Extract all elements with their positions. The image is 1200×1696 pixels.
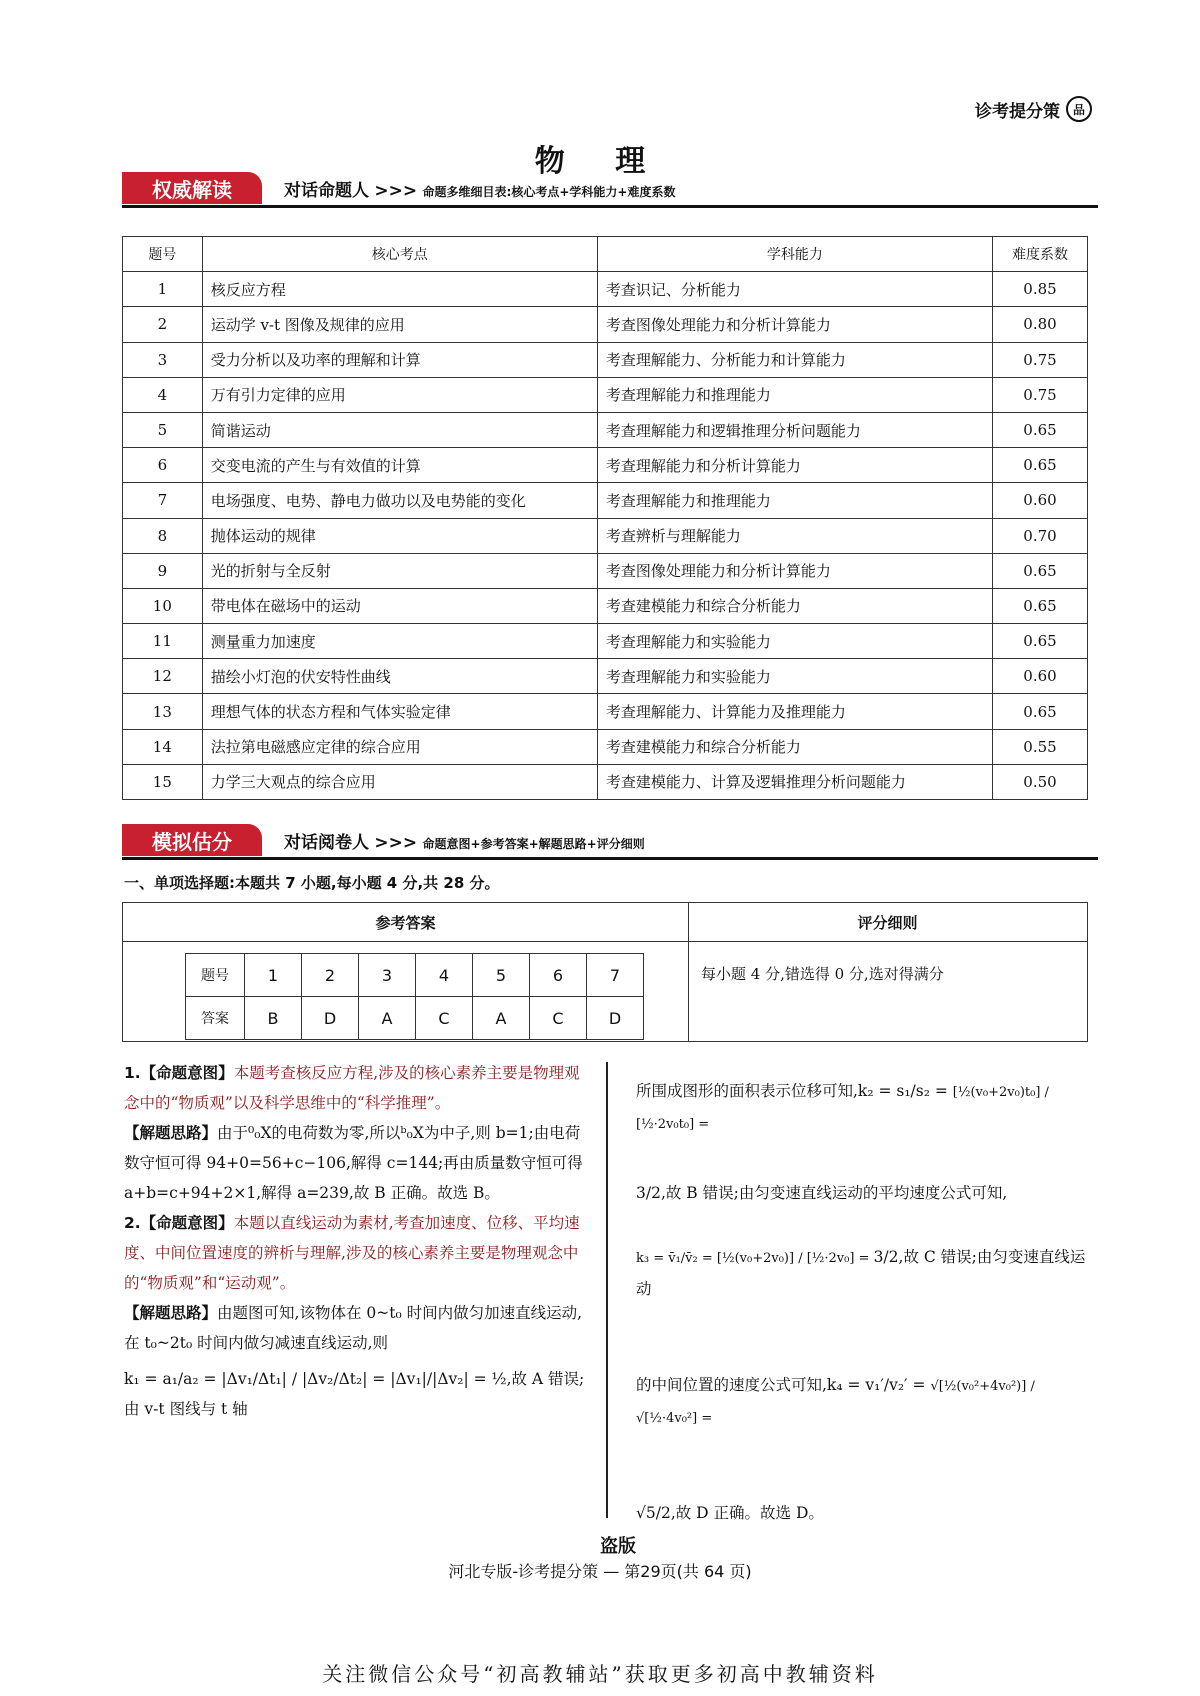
formula-k1: k₁ = a₁/a₂ = |Δv₁/Δt₁| / |Δv₂/Δt₂| = |Δv₁|/|Δv₂| = ½ xyxy=(124,1370,507,1388)
ability: 考查识记、分析能力 xyxy=(597,272,992,307)
col-header: 难度系数 xyxy=(993,237,1088,272)
core-topic: 交变电流的产生与有效值的计算 xyxy=(202,448,597,483)
core-topic: 理想气体的状态方程和气体实验定律 xyxy=(202,694,597,729)
banner-label: 权威解读 xyxy=(122,172,262,204)
q2-intent-tag: 2.【命题意图】 xyxy=(124,1214,234,1232)
k2-para xyxy=(636,1076,1092,1140)
section-banner-1 xyxy=(122,172,1098,208)
brand-logo-icon: 品 xyxy=(1066,96,1092,122)
syllabus-table xyxy=(122,236,1088,800)
ability: 考查建模能力和综合分析能力 xyxy=(597,729,992,764)
row-number: 15 xyxy=(123,764,203,799)
k4-result-para xyxy=(636,1498,1092,1528)
row-number: 13 xyxy=(123,694,203,729)
k3-value: 3/2 xyxy=(873,1248,899,1266)
k4-value: √5/2 xyxy=(636,1504,671,1522)
answer-number: 3 xyxy=(359,954,416,997)
table-body xyxy=(123,272,1088,800)
difficulty: 0.65 xyxy=(993,624,1088,659)
ability: 考查理解能力和推理能力 xyxy=(597,483,992,518)
col-header: 核心考点 xyxy=(202,237,597,272)
banner-arrows: >>> xyxy=(374,181,418,201)
row-number: 12 xyxy=(123,659,203,694)
banner-sub: 命题多维细目表:核心考点+学科能力+难度系数 xyxy=(422,185,676,199)
solution-right-column xyxy=(636,1076,1092,1528)
ability: 考查理解能力和实验能力 xyxy=(597,659,992,694)
row-number: 8 xyxy=(123,518,203,553)
banner-lead: 对话阅卷人 xyxy=(284,833,369,853)
rule-header: 评分细则 xyxy=(688,903,1087,942)
page-footer: 河北专版-诊考提分策 — 第29页(共 64 页) xyxy=(448,1562,752,1581)
k2-result-text: ,故 B 错误;由匀变速直线运动的平均速度公式可知, xyxy=(660,1184,1008,1202)
ability: 考查建模能力和综合分析能力 xyxy=(597,588,992,623)
q2-formula-tail: ,故 A 错误;由 v-t 图线与 t 轴 xyxy=(124,1370,585,1418)
core-topic: 描绘小灯泡的伏安特性曲线 xyxy=(202,659,597,694)
ability: 考查图像处理能力和分析计算能力 xyxy=(597,553,992,588)
divider xyxy=(688,941,689,1041)
table-row xyxy=(123,588,1088,623)
col-header: 题号 xyxy=(123,237,203,272)
answer-letter-row xyxy=(186,997,644,1040)
difficulty: 0.70 xyxy=(993,518,1088,553)
difficulty: 0.85 xyxy=(993,272,1088,307)
answer-header: 参考答案 xyxy=(123,903,689,942)
difficulty: 0.75 xyxy=(993,377,1088,412)
core-topic: 受力分析以及功率的理解和计算 xyxy=(202,342,597,377)
difficulty: 0.65 xyxy=(993,553,1088,588)
banner-subtitle xyxy=(284,176,675,201)
difficulty: 0.65 xyxy=(993,588,1088,623)
core-topic: 万有引力定律的应用 xyxy=(202,377,597,412)
row-number: 3 xyxy=(123,342,203,377)
ability: 考查图像处理能力和分析计算能力 xyxy=(597,307,992,342)
formula-k2-value: 3/2 xyxy=(636,1184,661,1202)
table-row xyxy=(123,377,1088,412)
answer-number-row xyxy=(186,954,644,997)
answer-letter: B xyxy=(245,997,302,1040)
table-row xyxy=(123,307,1088,342)
difficulty: 0.65 xyxy=(993,694,1088,729)
ability: 考查理解能力、计算能力及推理能力 xyxy=(597,694,992,729)
answer-number: 1 xyxy=(245,954,302,997)
q2-solution-text: 由题图可知,该物体在 0~t₀ 时间内做匀加速直线运动,在 t₀~2t₀ 时间内做匀减速直线运动,则 xyxy=(124,1304,583,1352)
row-number: 4 xyxy=(123,377,203,412)
row-label: 题号 xyxy=(186,954,245,997)
row-label: 答案 xyxy=(186,997,245,1040)
answer-number: 2 xyxy=(302,954,359,997)
core-topic: 光的折射与全反射 xyxy=(202,553,597,588)
core-topic: 简谐运动 xyxy=(202,412,597,447)
col-header: 学科能力 xyxy=(597,237,992,272)
difficulty: 0.60 xyxy=(993,483,1088,518)
answer-number: 7 xyxy=(587,954,644,997)
core-topic: 测量重力加速度 xyxy=(202,624,597,659)
row-number: 9 xyxy=(123,553,203,588)
formula-k4: √[½(v₀²+4v₀²)] / √[½·4v₀²] = xyxy=(636,1379,1035,1426)
page-title: 物 理 xyxy=(534,144,666,179)
row-number: 6 xyxy=(123,448,203,483)
difficulty: 0.75 xyxy=(993,342,1088,377)
stamp: 盗版 xyxy=(600,1536,636,1557)
answer-number: 4 xyxy=(416,954,473,997)
core-topic: 电场强度、电势、静电力做功以及电势能的变化 xyxy=(202,483,597,518)
table-row xyxy=(123,659,1088,694)
k2-result-para xyxy=(636,1178,1092,1208)
formula-k3: k₃ = v̄₁/v̄₂ = [½(v₀+2v₀)] / [½·2v₀] = xyxy=(636,1251,874,1266)
answer-letter: A xyxy=(359,997,416,1040)
table-row xyxy=(123,518,1088,553)
core-topic: 力学三大观点的综合应用 xyxy=(202,764,597,799)
q1-solution-text: 由于⁰₀X的电荷数为零,所以ᵇ₀X为中子,则 b=1;由电荷数守恒可得 94+0=56+c−106,解得 c=144;再由质量数守恒可得 a+b=c+94+2×1,解得 a=239,故 B 正确。故选 B。 xyxy=(124,1124,583,1202)
column-divider xyxy=(606,1062,608,1518)
table-row xyxy=(123,342,1088,377)
banner-arrows: >>> xyxy=(374,833,418,853)
answer-letter: C xyxy=(416,997,473,1040)
banner-subtitle xyxy=(284,828,645,853)
q1-solution-para xyxy=(124,1118,592,1208)
difficulty: 0.60 xyxy=(993,659,1088,694)
row-number: 2 xyxy=(123,307,203,342)
ability: 考查理解能力和推理能力 xyxy=(597,377,992,412)
table-row xyxy=(123,483,1088,518)
q2-intent-para xyxy=(124,1208,592,1298)
table-row xyxy=(123,553,1088,588)
q1-intent-text: 本题考查核反应方程,涉及的核心素养主要是物理观念中的“物质观”以及科学思维中的“科学推理”。 xyxy=(124,1064,580,1112)
row-number: 14 xyxy=(123,729,203,764)
row-number: 5 xyxy=(123,412,203,447)
q1-intent-tag: 1.【命题意图】 xyxy=(124,1064,234,1082)
difficulty: 0.65 xyxy=(993,448,1088,483)
banner-lead: 对话命题人 xyxy=(284,181,369,201)
core-topic: 运动学 v-t 图像及规律的应用 xyxy=(202,307,597,342)
difficulty: 0.80 xyxy=(993,307,1088,342)
solution-left-column xyxy=(124,1058,592,1424)
formula-k2: [½(v₀+2v₀)t₀] / [½·2v₀t₀] = xyxy=(636,1085,1049,1132)
k1-formula xyxy=(124,1364,592,1424)
row-number: 11 xyxy=(123,624,203,659)
table-header-row xyxy=(123,237,1088,272)
ability: 考查辨析与理解能力 xyxy=(597,518,992,553)
k2-text: 所围成图形的面积表示位移可知,k₂ = s₁/s₂ = xyxy=(636,1082,948,1100)
table-row xyxy=(123,694,1088,729)
answer-letter: D xyxy=(587,997,644,1040)
difficulty: 0.65 xyxy=(993,412,1088,447)
answer-letter: D xyxy=(302,997,359,1040)
q2-solution-tag: 【解题思路】 xyxy=(124,1304,218,1322)
core-topic: 抛体运动的规律 xyxy=(202,518,597,553)
row-number: 1 xyxy=(123,272,203,307)
table-row xyxy=(123,624,1088,659)
answer-table xyxy=(185,953,644,1040)
ability: 考查理解能力和分析计算能力 xyxy=(597,448,992,483)
ability: 考查理解能力和逻辑推理分析问题能力 xyxy=(597,412,992,447)
answer-number: 5 xyxy=(473,954,530,997)
core-topic: 法拉第电磁感应定律的综合应用 xyxy=(202,729,597,764)
table-row xyxy=(123,764,1088,799)
divider xyxy=(122,857,1098,860)
answer-letter: C xyxy=(530,997,587,1040)
q2-intent-text: 本题以直线运动为素材,考查加速度、位移、平均速度、中间位置速度的辨析与理解,涉及的核心素养主要是物理观念中的“物质观”和“运动观”。 xyxy=(124,1214,580,1292)
answer-number: 6 xyxy=(530,954,587,997)
core-topic: 核反应方程 xyxy=(202,272,597,307)
k4-result-text: ,故 D 正确。故选 D。 xyxy=(670,1504,824,1522)
row-number: 10 xyxy=(123,588,203,623)
divider xyxy=(122,205,1098,208)
q1-intent-para xyxy=(124,1058,592,1118)
table-row xyxy=(123,272,1088,307)
q1-solution-tag: 【解题思路】 xyxy=(124,1124,218,1142)
ability: 考查理解能力和实验能力 xyxy=(597,624,992,659)
difficulty: 0.55 xyxy=(993,729,1088,764)
brand xyxy=(975,96,1092,122)
table-row xyxy=(123,448,1088,483)
core-topic: 带电体在磁场中的运动 xyxy=(202,588,597,623)
answer-box xyxy=(122,902,1088,1042)
q2-solution-para xyxy=(124,1298,592,1358)
banner-label: 模拟估分 xyxy=(122,824,262,856)
banner-sub: 命题意图+参考答案+解题思路+评分细则 xyxy=(422,837,645,851)
brand-text: 诊考提分策 xyxy=(975,101,1060,122)
k3-text: ,故 C 错误;由匀变速直线运动 xyxy=(636,1248,1086,1298)
k3-para xyxy=(636,1242,1092,1304)
row-number: 7 xyxy=(123,483,203,518)
table-row xyxy=(123,412,1088,447)
k4-text: 的中间位置的速度公式可知,k₄ = v₁′/v₂′ = xyxy=(636,1376,926,1394)
ability: 考查理解能力、分析能力和计算能力 xyxy=(597,342,992,377)
mcq-heading: 一、单项选择题:本题共 7 小题,每小题 4 分,共 28 分。 xyxy=(124,874,500,892)
rule-text: 每小题 4 分,错选得 0 分,选对得满分 xyxy=(701,965,944,983)
ability: 考查建模能力、计算及逻辑推理分析问题能力 xyxy=(597,764,992,799)
promo-footer: 关注微信公众号“初高教辅站”获取更多初高中教辅资料 xyxy=(322,1662,878,1686)
k4-para xyxy=(636,1370,1092,1434)
answer-letter: A xyxy=(473,997,530,1040)
difficulty: 0.50 xyxy=(993,764,1088,799)
table-row xyxy=(123,729,1088,764)
section-banner-2 xyxy=(122,824,1098,860)
